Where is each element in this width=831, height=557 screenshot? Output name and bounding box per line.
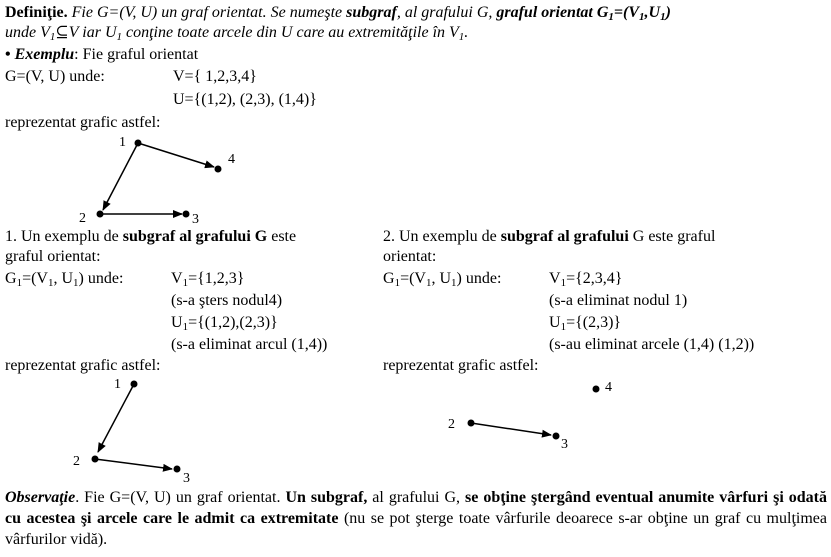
sub1-node-label-1: 1	[114, 377, 121, 392]
sub1-v1: $V_1=\{1,2,3\}$	[171, 270, 245, 289]
sub2-v1: $V_1=\{2,3,4\}$	[549, 270, 623, 289]
observation-paragraph: Observaţie. Fie G=(V, U) un graf orientat. Un subgraf, al grafului G, se obţine ştergând eventual anumite vârfuri şi odată cu acestea şi arcele care le admit ca extremitate (nu se pot şterge toate vârfurile deoarece s-ar obţine un graf cu mulţimea vârfurilor vidă).	[5, 489, 827, 548]
node-4	[215, 166, 222, 173]
sub2-node-label-4: 4	[605, 380, 612, 395]
sub1-node-1	[131, 381, 138, 388]
node-label-3: 3	[192, 212, 199, 227]
node-label-4: 4	[228, 152, 235, 167]
sub2-edge-2-3	[471, 423, 551, 435]
sub1-node-3	[174, 466, 181, 473]
node-3	[183, 211, 190, 218]
node-label-1: 1	[119, 135, 126, 150]
sub2-line-2: orientat:	[383, 248, 437, 265]
definition-label: Definiţie.	[5, 4, 68, 21]
example-heading: • Exemplu: Fie graful orientat	[5, 46, 199, 63]
sub2-u1: $U_1=\{(2,3)\}$	[549, 314, 622, 333]
node-label-2: 2	[79, 211, 86, 226]
example-label: Exemplu	[14, 46, 75, 63]
edge-1-4	[138, 143, 214, 167]
observation-label: Observaţie	[5, 489, 76, 506]
sub1-line-1: 1. Un exemplu de subgraf al grafului G este	[5, 228, 297, 245]
sub1-u1: $U_1=\{(1,2),(2,3)\}$	[171, 314, 278, 333]
sub2-node-2	[468, 420, 475, 427]
sub2-represented: reprezentat grafic astfel:	[383, 357, 539, 374]
sub2-g1: $G_1=(V_1$, $U_1$) unde:	[383, 270, 502, 289]
sub1-note-2: (s-a eliminat arcul (1,4))	[171, 336, 328, 353]
example-v-set: V={ 1,2,3,4}	[173, 68, 257, 85]
sub1-note-1: (s-a şters nodul4)	[171, 292, 283, 309]
sub2-node-3	[553, 433, 560, 440]
sub1-node-label-2: 2	[73, 454, 80, 469]
sub1-edge-1-2	[98, 384, 134, 452]
sub2-node-label-2: 2	[448, 417, 455, 432]
sub2-node-4	[593, 386, 600, 393]
sub2-note-2: (s-au eliminat arcele (1,4) (1,2))	[549, 336, 755, 353]
sub1-node-2	[92, 456, 99, 463]
sub2-node-label-3: 3	[561, 437, 568, 452]
example-g-line: G=(V, U) unde:	[5, 68, 105, 85]
sub2-line-1: 2. Un exemplu de subgraf al grafului G este graful	[383, 228, 716, 245]
sub1-line-2: graful orientat:	[5, 248, 101, 265]
term-subgraf: subgraf	[346, 4, 397, 21]
sub1-represented: reprezentat grafic astfel:	[5, 357, 161, 374]
example-represented: reprezentat grafic astfel:	[5, 114, 161, 131]
sub2-note-1: (s-a eliminat nodul 1)	[549, 292, 688, 309]
edge-1-2	[103, 143, 138, 210]
definition-line-2: unde $V_1⊆V$ iar $U_1$ conţine toate arcele din U care au extremităţile în $V_1$.	[5, 24, 469, 43]
node-1	[135, 140, 142, 147]
definition-line-1: Definiţie. Fie G=(V, U) un graf orientat. Se numeşte subgraf, al grafului G, graful orientat $G_1=(V_1,U_1)$	[5, 4, 671, 23]
sub1-node-label-3: 3	[183, 471, 190, 486]
example-u-set: U={(1,2), (2,3), (1,4)}	[173, 91, 317, 108]
node-2	[97, 211, 104, 218]
sub1-edge-2-3	[95, 459, 172, 469]
sub1-g1: $G_1=(V_1$, $U_1$) unde:	[5, 270, 124, 289]
